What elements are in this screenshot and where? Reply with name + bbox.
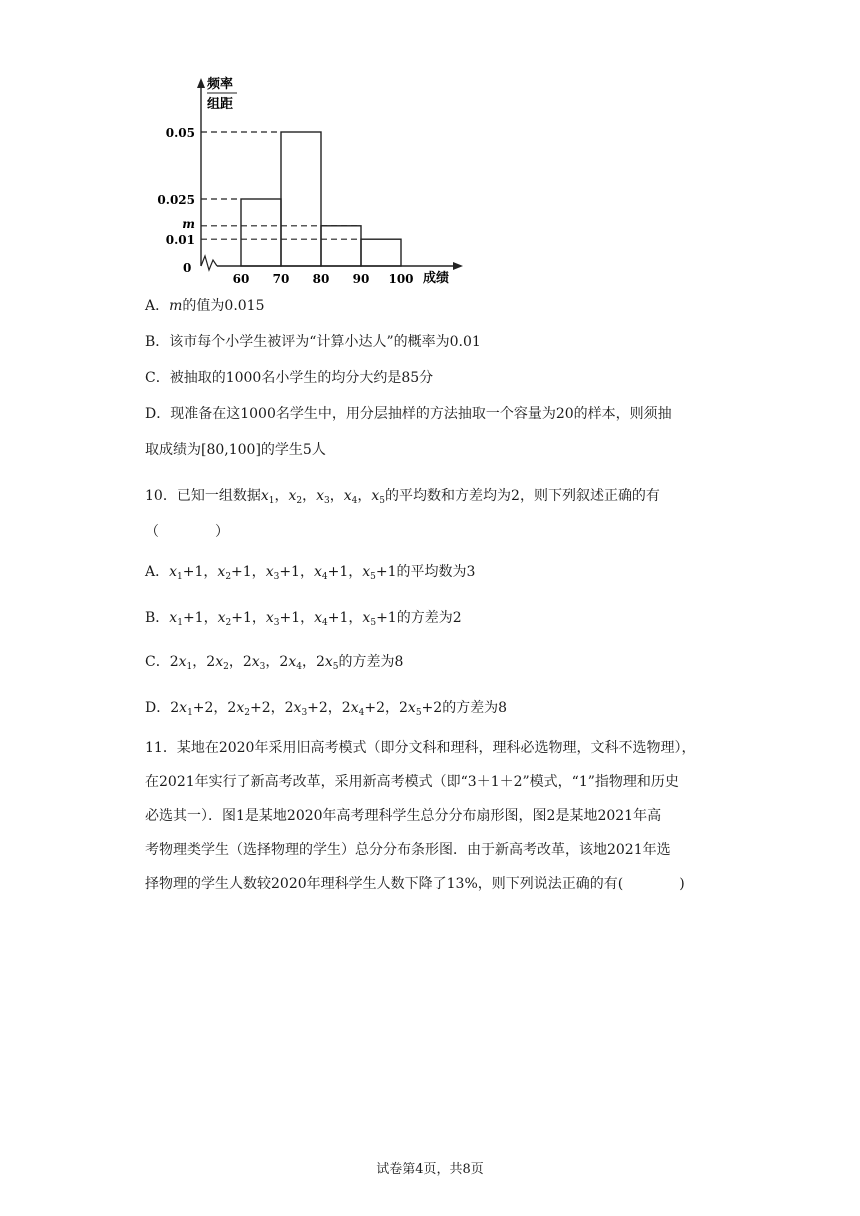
y-axis-arrow bbox=[197, 78, 205, 88]
histogram-bar bbox=[281, 132, 321, 266]
q10-option-c-label: C． bbox=[145, 654, 170, 670]
q10-option-d-tail: 的方差为8 bbox=[442, 700, 508, 716]
q11-line1: 11．某地在2020年采用旧高考模式（即分文科和理科，理科必选物理，文科不选物理）， bbox=[145, 740, 696, 756]
q10-option-a: A．$x_1+1$，$x_2+1$，$x_3+1$，$x_4+1$，$x_5+1$的平均数为3 bbox=[145, 564, 476, 582]
q10-stem: 10．已知一组数据$x_1$，$x_2$，$x_3$，$x_4$，$x_5$的平均数和方差均为2，则下列叙述正确的有 bbox=[145, 488, 660, 506]
y-tick-label: m bbox=[182, 216, 195, 231]
y-tick-label: 0.01 bbox=[165, 233, 195, 248]
y-label-top: 频率 bbox=[207, 77, 234, 92]
q9-option-a-var: m bbox=[169, 298, 183, 314]
q9-option-d-line2: 取成绩为[80,100]的学生5人 bbox=[145, 442, 326, 458]
q9-option-c: C．被抽取的1000名小学生的均分大约是85分 bbox=[145, 370, 434, 386]
page-footer: 试卷第4页，共8页 bbox=[376, 1162, 484, 1177]
x-axis-arrow bbox=[453, 262, 463, 270]
axis-break bbox=[201, 256, 217, 270]
x-tick-label: 60 bbox=[232, 272, 250, 286]
x-tick-label: 70 bbox=[272, 272, 290, 286]
q10-option-b-tail: 的方差为2 bbox=[396, 610, 462, 626]
q10-option-d-label: D． bbox=[145, 700, 171, 716]
histogram-bar bbox=[361, 239, 401, 266]
q9-option-b: B．该市每个小学生被评为“计算小达人”的概率为0.01 bbox=[145, 334, 481, 350]
q10-option-a-label: A． bbox=[145, 564, 170, 580]
histogram-bar bbox=[241, 199, 281, 266]
q11-line5: 择物理的学生人数较2020年理科学生人数下降了13%，则下列说法正确的有( ) bbox=[145, 876, 685, 892]
q10-option-b-label: B． bbox=[145, 610, 170, 626]
q10-option-a-tail: 的平均数为3 bbox=[396, 564, 476, 580]
q10-option-c: C．$2x_1$，$2x_2$，$2x_3$，$2x_4$，$2x_5$的方差为8 bbox=[145, 654, 404, 672]
q9-option-d-line1: D．现准备在这1000名学生中，用分层抽样的方法抽取一个容量为20的样本，则须抽 bbox=[145, 406, 672, 422]
q10-stem-post: 的平均数和方差均为2，则下列叙述正确的有 bbox=[385, 488, 660, 504]
q10-paren: （ ） bbox=[145, 524, 229, 540]
q10-option-b: B．$x_1+1$，$x_2+1$，$x_3+1$，$x_4+1$，$x_5+1$的方差为2 bbox=[145, 610, 462, 628]
x-ticks-group bbox=[233, 272, 414, 286]
y-ticks-group bbox=[157, 126, 195, 247]
x-tick-label: 100 bbox=[388, 272, 414, 286]
y-label-bottom: 组距 bbox=[207, 97, 234, 112]
q10-option-c-tail: 的方差为8 bbox=[338, 654, 404, 670]
q9-option-a-text: 的值为0.015 bbox=[182, 298, 265, 314]
q9-option-a-label: A． bbox=[145, 298, 170, 314]
histogram-chart bbox=[157, 70, 465, 290]
q9-option-a bbox=[145, 296, 265, 316]
x-tick-label: 80 bbox=[312, 272, 330, 286]
q11-line3: 必选其一）．图1是某地2020年高考理科学生总分分布扇形图，图2是某地2021年高 bbox=[145, 808, 662, 824]
q10-option-d: D．$2x_1+2$，$2x_2+2$，$2x_3+2$，$2x_4+2$，$2x_5+2$的方差为8 bbox=[145, 700, 508, 718]
q11-line4: 考物理类学生（选择物理的学生）总分分布条形图．由于新高考改革，该地2021年选 bbox=[145, 842, 671, 858]
q10-stem-pre: 10．已知一组数据 bbox=[145, 488, 261, 504]
x-tick-label: 90 bbox=[352, 272, 370, 286]
y-tick-label: 0.025 bbox=[157, 193, 195, 207]
y-tick-label: 0.05 bbox=[165, 126, 195, 140]
origin-label: 0 bbox=[183, 261, 192, 275]
x-label: 成绩 bbox=[423, 271, 450, 286]
q11-line2: 在2021年实行了新高考改革，采用新高考模式（即“3＋1＋2”模式，“1”指物理和历史 bbox=[145, 774, 679, 790]
bars-group bbox=[241, 132, 401, 266]
histogram-bar bbox=[321, 226, 361, 266]
